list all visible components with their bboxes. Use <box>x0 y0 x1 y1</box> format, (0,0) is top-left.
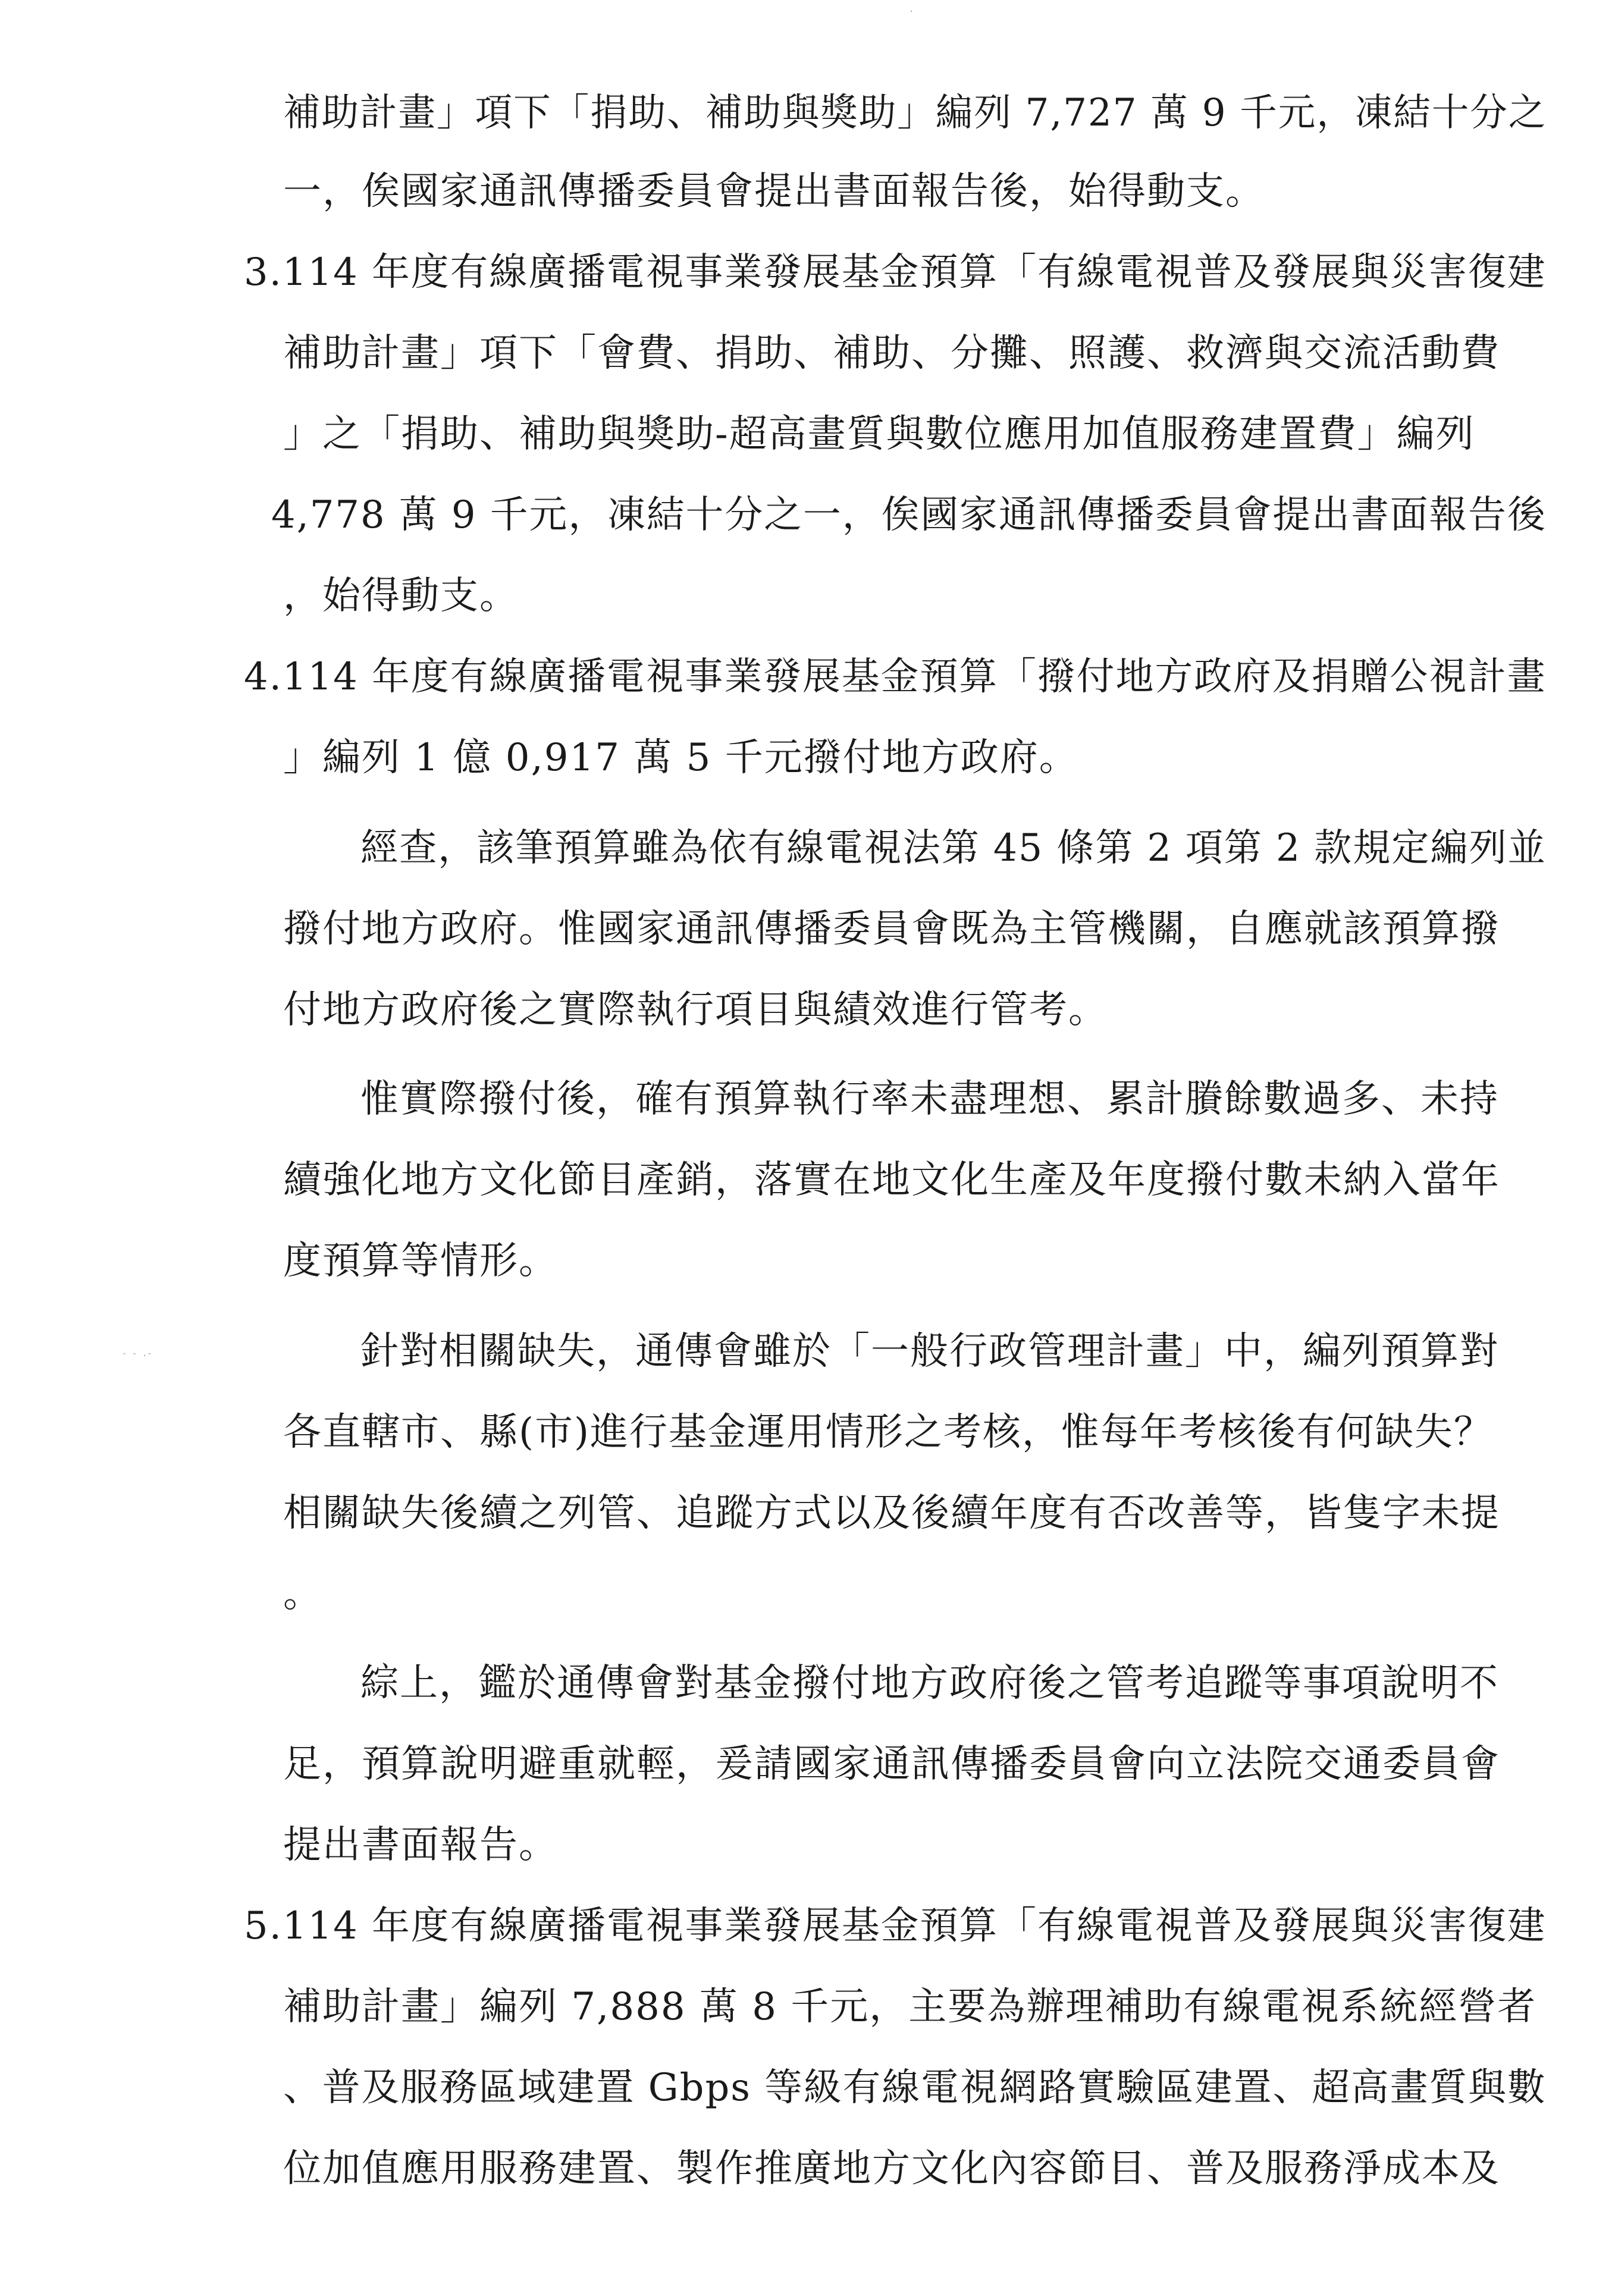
scan-speck: · <box>909 7 914 17</box>
text-line: 撥付地方政府。惟國家通訊傳播委員會既為主管機關，自應就該預算撥 <box>283 907 1500 951</box>
text-line: 3.114 年度有線廣播電視事業發展基金預算「有線電視普及發展與災害復建 <box>244 250 1547 294</box>
text-line: 惟實際撥付後，確有預算執行率未盡理想、累計賸餘數過多、未持 <box>360 1077 1499 1121</box>
text-line: 足，預算說明避重就輕，爰請國家通訊傳播委員會向立法院交通委員會 <box>283 1742 1500 1786</box>
text-line: 補助計畫」項下「會費、捐助、補助、分攤、照護、救濟與交流活動費 <box>283 331 1500 375</box>
text-line: 。 <box>283 1572 322 1616</box>
scan-speck: - - .- <box>122 1349 152 1359</box>
text-line: 一，俟國家通訊傳播委員會提出書面報告後，始得動支。 <box>283 170 1265 214</box>
text-line: 度預算等情形。 <box>283 1239 558 1283</box>
text-line: 針對相關缺失，通傳會雖於「一般行政管理計畫」中，編列預算對 <box>360 1329 1499 1373</box>
text-line: 付地方政府後之實際執行項目與績效進行管考。 <box>283 988 1108 1032</box>
text-line: 」編列 1 億 0,917 萬 5 千元撥付地方政府。 <box>283 736 1078 780</box>
text-line: 綜上，鑑於通傳會對基金撥付地方政府後之管考追蹤等事項說明不 <box>360 1661 1499 1705</box>
text-line: 、普及服務區域建置 Gbps 等級有線電視網路實驗區建置、超高畫質與數 <box>283 2066 1547 2110</box>
text-line: 經查，該筆預算雖為依有線電視法第 45 條第 2 項第 2 款規定編列並 <box>360 826 1547 870</box>
text-line: 各直轄市、縣(市)進行基金運用情形之考核，惟每年考核後有何缺失？ <box>283 1410 1493 1454</box>
text-line: 補助計畫」編列 7,888 萬 8 千元，主要為辦理補助有線電視系統經營者 <box>283 1985 1537 2029</box>
text-line: 」之「捐助、補助與獎助-超高畫質與數位應用加值服務建置費」編列 <box>283 412 1475 456</box>
text-line: 提出書面報告。 <box>283 1823 558 1867</box>
text-line: 位加值應用服務建置、製作推廣地方文化內容節目、普及服務淨成本及 <box>283 2147 1500 2191</box>
text-line: 4.114 年度有線廣播電視事業發展基金預算「撥付地方政府及捐贈公視計畫 <box>244 655 1547 699</box>
text-line: 4,778 萬 9 千元，凍結十分之一，俟國家通訊傳播委員會提出書面報告後 <box>271 493 1547 537</box>
text-line: 相關缺失後續之列管、追蹤方式以及後續年度有否改善等，皆隻字未提 <box>283 1491 1500 1535</box>
text-line: 續強化地方文化節目產銷，落實在地文化生產及年度撥付數未納入當年 <box>283 1158 1500 1202</box>
text-line: ，始得動支。 <box>283 574 519 618</box>
text-line: 補助計畫」項下「捐助、補助與獎助」編列 7,727 萬 9 千元，凍結十分之 <box>283 91 1547 135</box>
text-line: 5.114 年度有線廣播電視事業發展基金預算「有線電視普及發展與災害復建 <box>244 1904 1547 1948</box>
